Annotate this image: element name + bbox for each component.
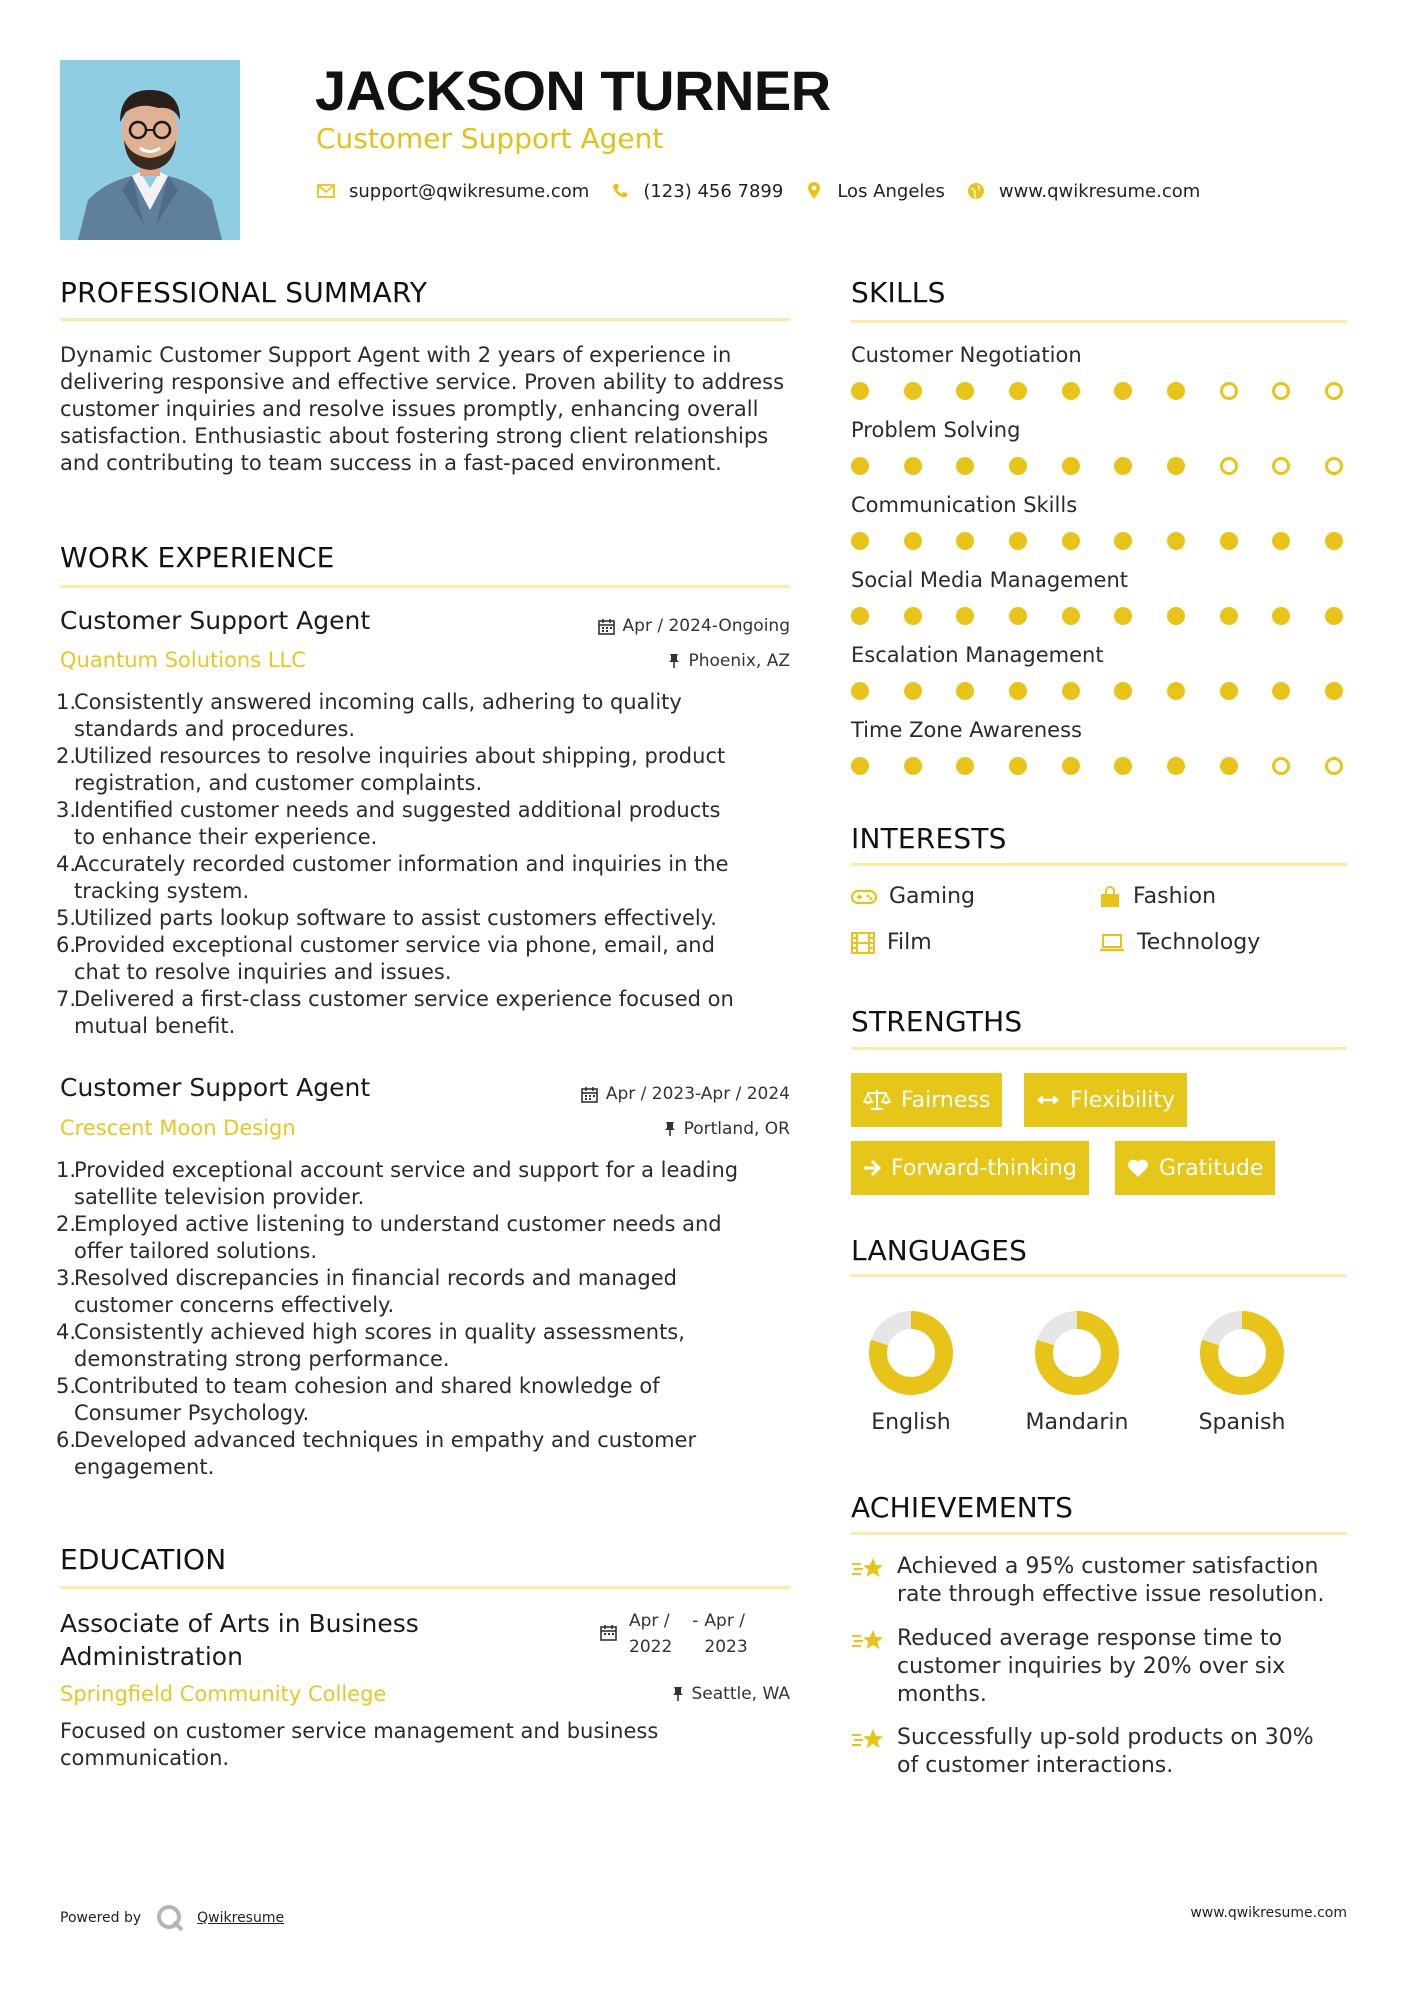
language-name: Mandarin xyxy=(1025,1410,1129,1435)
experience-divider xyxy=(60,585,790,588)
rating-dot-empty xyxy=(1325,457,1343,475)
rating-dot-filled xyxy=(1325,682,1343,700)
rating-dot-filled xyxy=(1220,607,1238,625)
rating-dot-filled xyxy=(1167,682,1185,700)
rating-dot-filled xyxy=(851,532,869,550)
rating-dot-filled xyxy=(904,682,922,700)
skill-name: Escalation Management xyxy=(851,643,1104,667)
rating-dot-filled xyxy=(956,382,974,400)
skills-divider xyxy=(851,320,1347,323)
skill-name: Customer Negotiation xyxy=(851,343,1082,367)
email-text: support@qwikresume.com xyxy=(349,180,590,202)
phone-text: (123) 456 7899 xyxy=(643,180,784,202)
interest-item: Fashion xyxy=(1099,884,1216,909)
job-title: Customer Support Agent xyxy=(60,1073,371,1102)
rating-dot-filled xyxy=(1009,457,1027,475)
contact-phone[interactable] xyxy=(609,180,783,202)
skill-name: Social Media Management xyxy=(851,568,1129,592)
education-divider xyxy=(60,1586,790,1589)
strengths-heading: STRENGTHS xyxy=(851,1005,1023,1038)
calendar-icon xyxy=(581,1086,598,1103)
rating-dot-filled xyxy=(1272,607,1290,625)
contact-location xyxy=(803,180,945,202)
job-bullets xyxy=(56,1157,816,1481)
rating-dot-filled xyxy=(1114,457,1132,475)
achievements-divider xyxy=(851,1532,1347,1535)
list-item: 1. Provided exceptional account service and support for a leading satellite television provider. xyxy=(56,1158,739,1209)
experience-heading: WORK EXPERIENCE xyxy=(60,541,335,574)
job-company: Crescent Moon Design xyxy=(60,1116,296,1140)
candidate-role: Customer Support Agent xyxy=(316,122,664,155)
language-item xyxy=(1172,1310,1312,1435)
list-item: 6. Provided exceptional customer service via phone, email, and chat to resolve inquiries and issues. xyxy=(56,933,715,984)
rating-dot-filled xyxy=(1325,532,1343,550)
rating-dot-empty xyxy=(1325,382,1343,400)
shopping-bag-icon xyxy=(1099,886,1121,908)
rating-dot-filled xyxy=(1167,757,1185,775)
language-item xyxy=(841,1310,981,1435)
pushpin-icon xyxy=(664,1121,676,1137)
rating-dot-empty xyxy=(1220,382,1238,400)
balance-scale-icon xyxy=(863,1089,891,1111)
strength-badge: Flexibility xyxy=(1024,1073,1187,1127)
achievement-item: Reduced average response time to customer inquiries by 20% over six months. xyxy=(851,1625,1285,1709)
rating-dot-filled xyxy=(1062,682,1080,700)
education-location-text: Seattle, WA xyxy=(691,1684,790,1704)
job-company: Quantum Solutions LLC xyxy=(60,648,306,672)
skill-rating xyxy=(851,382,1343,400)
strength-badge: Gratitude xyxy=(1115,1141,1275,1195)
job-dates xyxy=(598,616,790,636)
map-pin-icon xyxy=(803,180,825,202)
globe-icon xyxy=(965,180,987,202)
list-item: 5. Contributed to team cohesion and shared knowledge of Consumer Psychology. xyxy=(56,1374,660,1425)
location-text: Los Angeles xyxy=(837,180,945,202)
candidate-name: JACKSON TURNER xyxy=(315,59,831,122)
skills-heading: SKILLS xyxy=(851,276,946,309)
rating-dot-filled xyxy=(904,607,922,625)
interest-item: Film xyxy=(851,930,932,955)
rating-dot-filled xyxy=(1062,607,1080,625)
rating-dot-filled xyxy=(1009,682,1027,700)
skill-rating xyxy=(851,457,1343,475)
contact-website[interactable] xyxy=(965,180,1200,202)
skill-name: Problem Solving xyxy=(851,418,1021,442)
rating-dot-filled xyxy=(1167,532,1185,550)
list-item: 6. Developed advanced techniques in empathy and customer engagement. xyxy=(56,1428,697,1479)
gamepad-icon xyxy=(851,889,877,905)
rating-dot-filled xyxy=(956,532,974,550)
rating-dot-filled xyxy=(1114,682,1132,700)
list-item: 2. Employed active listening to understand customer needs and offer tailored solutions. xyxy=(56,1212,722,1263)
job-dates xyxy=(581,1084,790,1104)
arrows-horizontal-icon xyxy=(1036,1093,1060,1107)
rating-dot-filled xyxy=(1114,532,1132,550)
list-item: 3. Identified customer needs and suggested additional products to enhance their experience. xyxy=(56,798,721,849)
list-item: 7. Delivered a first-class customer service experience focused on mutual benefit. xyxy=(56,987,734,1038)
shooting-star-icon xyxy=(851,1627,885,1653)
footer-site[interactable]: www.qwikresume.com xyxy=(1190,1905,1347,1921)
degree-title: Associate of Arts in Business Administration xyxy=(60,1609,419,1671)
skill-rating xyxy=(851,682,1343,700)
education-dates: Apr / 2022 - Apr / 2023 xyxy=(600,1608,748,1660)
list-item: 1. Consistently answered incoming calls, adhering to quality standards and procedures. xyxy=(56,690,682,741)
pushpin-icon xyxy=(672,1686,684,1702)
rating-dot-filled xyxy=(1272,532,1290,550)
strength-badge: Fairness xyxy=(851,1073,1002,1127)
rating-dot-filled xyxy=(1009,757,1027,775)
strengths-divider xyxy=(851,1047,1347,1050)
envelope-icon xyxy=(315,180,337,202)
rating-dot-filled xyxy=(1009,382,1027,400)
achievement-item: Achieved a 95% customer satisfaction rate through effective issue resolution. xyxy=(851,1553,1324,1609)
language-donut xyxy=(1199,1310,1285,1396)
brand-link[interactable]: Qwikresume xyxy=(197,1910,285,1926)
skill-name: Communication Skills xyxy=(851,493,1078,517)
summary-text: Dynamic Customer Support Agent with 2 years of experience in delivering responsive and effective service. Proven ability to address customer inquiries and resolve issues promptly, enhancing overall satisfaction. Enthusiastic about fostering strong client relationships and contributing to team success in a fast-paced environment. xyxy=(60,343,785,475)
qwikresume-logo-icon xyxy=(155,1903,185,1933)
rating-dot-filled xyxy=(904,757,922,775)
rating-dot-filled xyxy=(956,682,974,700)
achievement-item: Successfully up-sold products on 30% of customer interactions. xyxy=(851,1724,1314,1780)
rating-dot-filled xyxy=(851,607,869,625)
rating-dot-filled xyxy=(904,382,922,400)
rating-dot-filled xyxy=(851,682,869,700)
language-name: Spanish xyxy=(1198,1410,1286,1435)
rating-dot-filled xyxy=(1062,382,1080,400)
footer-powered-by xyxy=(60,1903,284,1933)
rating-dot-filled xyxy=(851,757,869,775)
heart-icon xyxy=(1127,1158,1149,1178)
rating-dot-filled xyxy=(1009,532,1027,550)
rating-dot-empty xyxy=(1272,757,1290,775)
rating-dot-filled xyxy=(1167,382,1185,400)
website-text: www.qwikresume.com xyxy=(998,180,1201,202)
powered-by-label: Powered by xyxy=(60,1910,142,1926)
shooting-star-icon xyxy=(851,1555,885,1581)
interests-divider xyxy=(851,863,1347,866)
rating-dot-filled xyxy=(1220,682,1238,700)
rating-dot-empty xyxy=(1220,457,1238,475)
school-name: Springfield Community College xyxy=(60,1682,387,1706)
rating-dot-filled xyxy=(1220,757,1238,775)
rating-dot-filled xyxy=(904,532,922,550)
pushpin-icon xyxy=(668,653,680,669)
interest-item: Gaming xyxy=(851,884,975,909)
language-donut xyxy=(868,1310,954,1396)
film-icon xyxy=(851,932,875,954)
skill-rating xyxy=(851,532,1343,550)
rating-dot-empty xyxy=(1272,457,1290,475)
rating-dot-filled xyxy=(1062,757,1080,775)
job-dates-text: Apr / 2023-Apr / 2024 xyxy=(605,1084,790,1104)
summary-heading: PROFESSIONAL SUMMARY xyxy=(60,276,428,309)
job-bullets xyxy=(56,689,816,1040)
job-title: Customer Support Agent xyxy=(60,606,371,635)
list-item: 4. Consistently achieved high scores in quality assessments, demonstrating strong performance. xyxy=(56,1320,685,1371)
job-location xyxy=(664,1119,790,1139)
rating-dot-filled xyxy=(1114,382,1132,400)
contact-email[interactable] xyxy=(315,180,589,202)
strength-badge: Forward-thinking xyxy=(851,1141,1089,1195)
rating-dot-filled xyxy=(1062,532,1080,550)
list-item: 5. Utilized parts lookup software to assist customers effectively. xyxy=(56,906,717,930)
calendar-icon xyxy=(600,1624,617,1641)
laptop-icon xyxy=(1099,934,1125,952)
education-location xyxy=(672,1684,791,1704)
rating-dot-filled xyxy=(956,457,974,475)
shooting-star-icon xyxy=(851,1726,885,1752)
language-donut xyxy=(1034,1310,1120,1396)
education-heading: EDUCATION xyxy=(60,1543,227,1576)
list-item: 2. Utilized resources to resolve inquiries about shipping, product registration, and customer complaints. xyxy=(56,744,726,795)
skill-rating xyxy=(851,757,1343,775)
interests-heading: INTERESTS xyxy=(851,822,1007,855)
rating-dot-filled xyxy=(1167,457,1185,475)
job-location-text: Portland, OR xyxy=(683,1119,790,1139)
rating-dot-empty xyxy=(1272,382,1290,400)
languages-divider xyxy=(851,1274,1347,1277)
rating-dot-filled xyxy=(851,457,869,475)
skill-rating xyxy=(851,607,1343,625)
education-description: Focused on customer service management and business communication. xyxy=(60,1719,659,1770)
language-name: English xyxy=(871,1410,951,1435)
summary-divider xyxy=(60,318,790,321)
contact-bar xyxy=(315,180,1220,202)
languages-heading: LANGUAGES xyxy=(851,1234,1028,1267)
rating-dot-filled xyxy=(1114,607,1132,625)
rating-dot-filled xyxy=(956,757,974,775)
rating-dot-filled xyxy=(1009,607,1027,625)
rating-dot-filled xyxy=(1272,682,1290,700)
rating-dot-filled xyxy=(1167,607,1185,625)
rating-dot-filled xyxy=(1114,757,1132,775)
list-item: 3. Resolved discrepancies in financial records and managed customer concerns effectively. xyxy=(56,1266,677,1317)
job-location xyxy=(668,651,790,671)
rating-dot-filled xyxy=(851,382,869,400)
rating-dot-empty xyxy=(1325,757,1343,775)
rating-dot-filled xyxy=(956,607,974,625)
language-item xyxy=(1007,1310,1147,1435)
interest-item: Technology xyxy=(1099,930,1260,955)
arrow-right-icon xyxy=(863,1159,881,1177)
job-location-text: Phoenix, AZ xyxy=(688,651,790,671)
rating-dot-filled xyxy=(1325,607,1343,625)
rating-dot-filled xyxy=(1220,532,1238,550)
calendar-icon xyxy=(598,618,615,635)
job-dates-text: Apr / 2024-Ongoing xyxy=(622,616,790,636)
profile-photo xyxy=(60,60,240,240)
rating-dot-filled xyxy=(1062,457,1080,475)
skill-name: Time Zone Awareness xyxy=(851,718,1082,742)
list-item: 4. Accurately recorded customer information and inquiries in the tracking system. xyxy=(56,852,729,903)
achievements-heading: ACHIEVEMENTS xyxy=(851,1491,1074,1524)
rating-dot-filled xyxy=(904,457,922,475)
phone-icon xyxy=(609,180,631,202)
